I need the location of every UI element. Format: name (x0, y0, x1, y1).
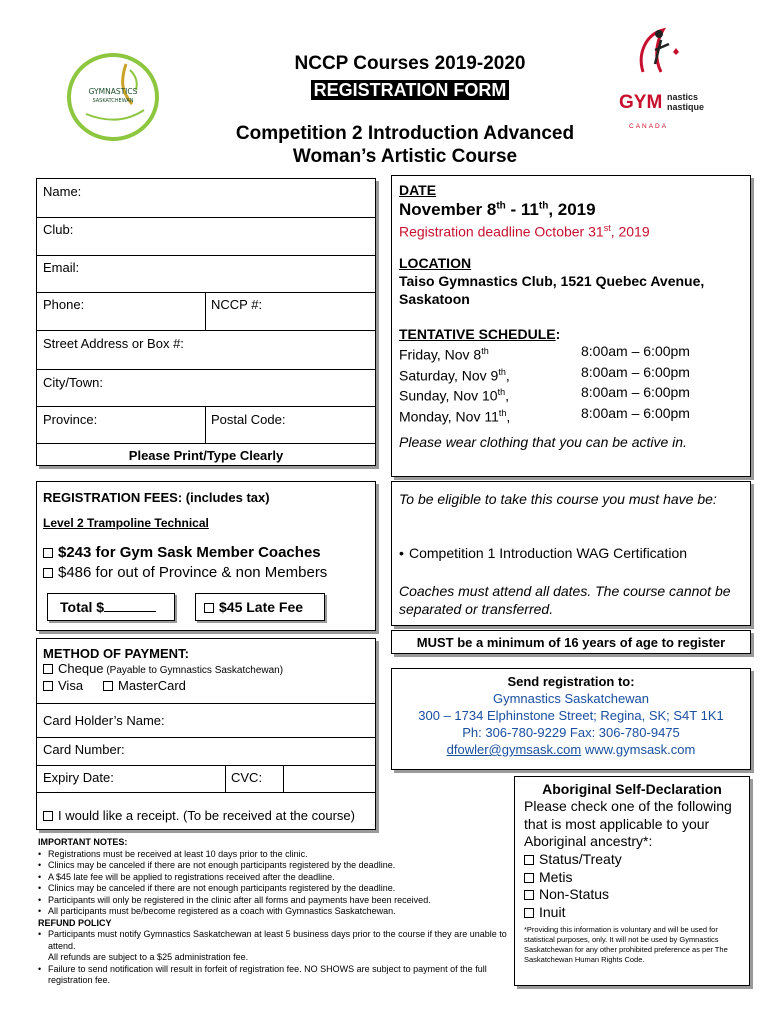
city-field[interactable]: City/Town: (43, 375, 103, 390)
gymnastics-canada-logo (615, 20, 715, 132)
fees-level: Level 2 Trampoline Technical (43, 516, 209, 530)
eligibility-panel (391, 481, 751, 626)
course-dates: November 8th - 11th, 2019 (399, 200, 596, 219)
schedule-day: Friday, Nov 8th (399, 346, 489, 363)
schedule-heading: TENTATIVE SCHEDULE: (399, 326, 561, 342)
cheque-option[interactable]: Cheque (Payable to Gymnastics Saskatchewan) (43, 661, 283, 676)
aboriginal-option[interactable]: Metis (524, 869, 622, 887)
cheque-checkbox[interactable] (43, 664, 53, 674)
schedule-day: Monday, Nov 11th, (399, 407, 511, 425)
registration-form-label: REGISTRATION FORM (311, 80, 510, 100)
member-fee-option[interactable]: $243 for Gym Sask Member Coaches (43, 544, 321, 561)
minimum-age-notice: MUST be a minimum of 16 years of age to register (391, 630, 751, 654)
phone-field[interactable]: Phone: (43, 297, 85, 312)
svg-text:nastique: nastique (667, 102, 705, 112)
schedule-time: 8:00am – 6:00pm (581, 404, 690, 421)
schedule-time: 8:00am – 6:00pm (581, 384, 690, 401)
aboriginal-checkbox[interactable] (524, 873, 534, 883)
schedule-row (399, 364, 744, 385)
important-notes-heading: IMPORTANT NOTES: (38, 837, 128, 847)
nccp-number-field[interactable]: NCCP #: (211, 297, 263, 312)
svg-text:nastics: nastics (667, 92, 699, 102)
svg-text:CANADA: CANADA (629, 123, 669, 130)
date-heading: DATE (399, 182, 437, 198)
gymnastics-saskatchewan-logo (66, 52, 160, 142)
receipt-option[interactable]: I would like a receipt. (To be received at the course) (43, 808, 355, 823)
name-field[interactable]: Name: (43, 184, 82, 199)
fees-heading: REGISTRATION FEES: (includes tax) (43, 490, 270, 505)
send-registration-panel (391, 668, 751, 770)
aboriginal-declaration-panel (514, 776, 750, 986)
non-member-fee-option[interactable]: $486 for out of Province & non Members (43, 564, 327, 581)
important-notes (38, 837, 510, 987)
page-title: NCCP Courses 2019-2020 (294, 53, 526, 74)
refund-item: • Failure to send notification will result in forfeit of registration fee. NO SHOWS are subject to payment of the full registration fee. (38, 964, 510, 987)
schedule-row (399, 343, 744, 364)
send-phone: Ph: 306-780-9229 Fax: 306-780-9475 (462, 725, 680, 740)
send-org: Gymnastics Saskatchewan (492, 691, 650, 706)
cvc-field[interactable]: CVC: (231, 770, 263, 785)
registration-deadline: Registration deadline October 31st, 2019 (399, 223, 650, 240)
clothing-note: Please wear clothing that you can be active in. (399, 434, 687, 450)
aboriginal-checkbox[interactable] (524, 855, 534, 865)
attendance-note: Coaches must attend all dates. The course cannot be separated or transferred. (399, 583, 731, 617)
svg-text:GYM: GYM (619, 92, 663, 113)
member-fee-checkbox[interactable] (43, 548, 53, 558)
eligibility-intro: To be eligible to take this course you must have be: (399, 491, 717, 507)
total-field[interactable]: Total $ (47, 593, 175, 621)
aboriginal-prompt: Please check one of the following that is most applicable to your Aboriginal ancestry*: (524, 798, 732, 849)
send-address: 300 – 1734 Elphinstone Street; Regina, SK; S4T 1K1 (418, 708, 724, 723)
schedule-day: Sunday, Nov 10th, (399, 387, 509, 404)
refund-policy-heading: REFUND POLICY (38, 917, 112, 928)
svg-text:SASKATCHEWAN: SASKATCHEWAN (92, 98, 134, 104)
payment-heading: METHOD OF PAYMENT: (43, 646, 189, 661)
card-number-field[interactable]: Card Number: (43, 742, 125, 757)
important-note-item: • Registrations must be received at least 10 days prior to the clinic. (38, 849, 510, 861)
aboriginal-option[interactable]: Non-Status (524, 886, 622, 904)
late-fee-checkbox[interactable] (204, 603, 214, 613)
important-note-item: • Clinics may be canceled if there are not enough participants registered by the deadline. (38, 860, 510, 872)
visa-option[interactable]: Visa (43, 678, 83, 693)
aboriginal-checkbox[interactable] (524, 908, 534, 918)
mastercard-checkbox[interactable] (103, 681, 113, 691)
card-holder-field[interactable]: Card Holder’s Name: (43, 713, 165, 728)
email-link[interactable]: dfowler@gymsask.com (446, 742, 582, 757)
refund-item: • Participants must notify Gymnastics Saskatchewan at least 5 business days prior to the course if they are unable to attend. All refunds are subject to a $25 administration fee. (38, 929, 510, 964)
important-note-item: • All participants must be/become registered as a coach with Gymnastics Saskatchewan. (38, 906, 510, 918)
registration-fees-panel (36, 481, 376, 631)
print-clearly-note: Please Print/Type Clearly (128, 448, 284, 463)
schedule-row (399, 384, 744, 405)
mastercard-option[interactable]: MasterCard (103, 678, 186, 693)
schedule-day: Saturday, Nov 9th, (399, 366, 510, 384)
street-address-field[interactable]: Street Address or Box #: (43, 336, 184, 351)
aboriginal-option[interactable]: Inuit (524, 904, 622, 922)
personal-info-form (36, 178, 376, 466)
course-title-line1: Competition 2 Introduction Advanced (235, 123, 575, 144)
aboriginal-heading: Aboriginal Self-Declaration (542, 781, 722, 797)
eligibility-requirement: • Competition 1 Introduction WAG Certification (399, 545, 744, 561)
aboriginal-checkbox[interactable] (524, 890, 534, 900)
email-field[interactable]: Email: (43, 260, 80, 275)
province-field[interactable]: Province: (43, 412, 98, 427)
important-note-item: • Clinics may be canceled if there are not enough participants registered by the deadline. (38, 883, 510, 895)
location-text: Taiso Gymnastics Club, 1521 Quebec Avenue, Saskatoon (399, 273, 705, 307)
aboriginal-options (524, 851, 622, 921)
schedule-time: 8:00am – 6:00pm (581, 363, 690, 380)
schedule-time: 8:00am – 6:00pm (581, 343, 690, 359)
club-field[interactable]: Club: (43, 222, 74, 237)
non-member-fee-checkbox[interactable] (43, 568, 53, 578)
aboriginal-footnote: *Providing this information is voluntary and will be used for statistical purposes, only. It will not be used by Gymnastics Saskatchewan for any other prohibited preference as per The Saskatchewan Human Rights Code. (524, 925, 728, 964)
visa-checkbox[interactable] (43, 681, 53, 691)
aboriginal-option[interactable]: Status/Treaty (524, 851, 622, 869)
course-title-line2: Woman’s Artistic Course (292, 146, 518, 167)
important-note-item: • A $45 late fee will be applied to registrations received after the deadline. (38, 872, 510, 884)
important-note-item: • Participants will only be registered in the clinic after all forms and payments have been received. (38, 895, 510, 907)
schedule-row (399, 405, 744, 426)
expiry-date-field[interactable]: Expiry Date: (43, 770, 114, 785)
location-heading: LOCATION (399, 255, 472, 271)
website-link[interactable]: www.gymsask.com (584, 742, 696, 757)
late-fee-option[interactable]: $45 Late Fee (195, 593, 325, 621)
svg-text:GYMNASTICS: GYMNASTICS (88, 87, 138, 96)
postal-code-field[interactable]: Postal Code: (211, 412, 286, 427)
schedule-list (399, 343, 744, 426)
course-info-panel (391, 175, 751, 477)
receipt-checkbox[interactable] (43, 811, 53, 821)
send-heading: Send registration to: (507, 674, 635, 689)
payment-panel (36, 638, 376, 830)
